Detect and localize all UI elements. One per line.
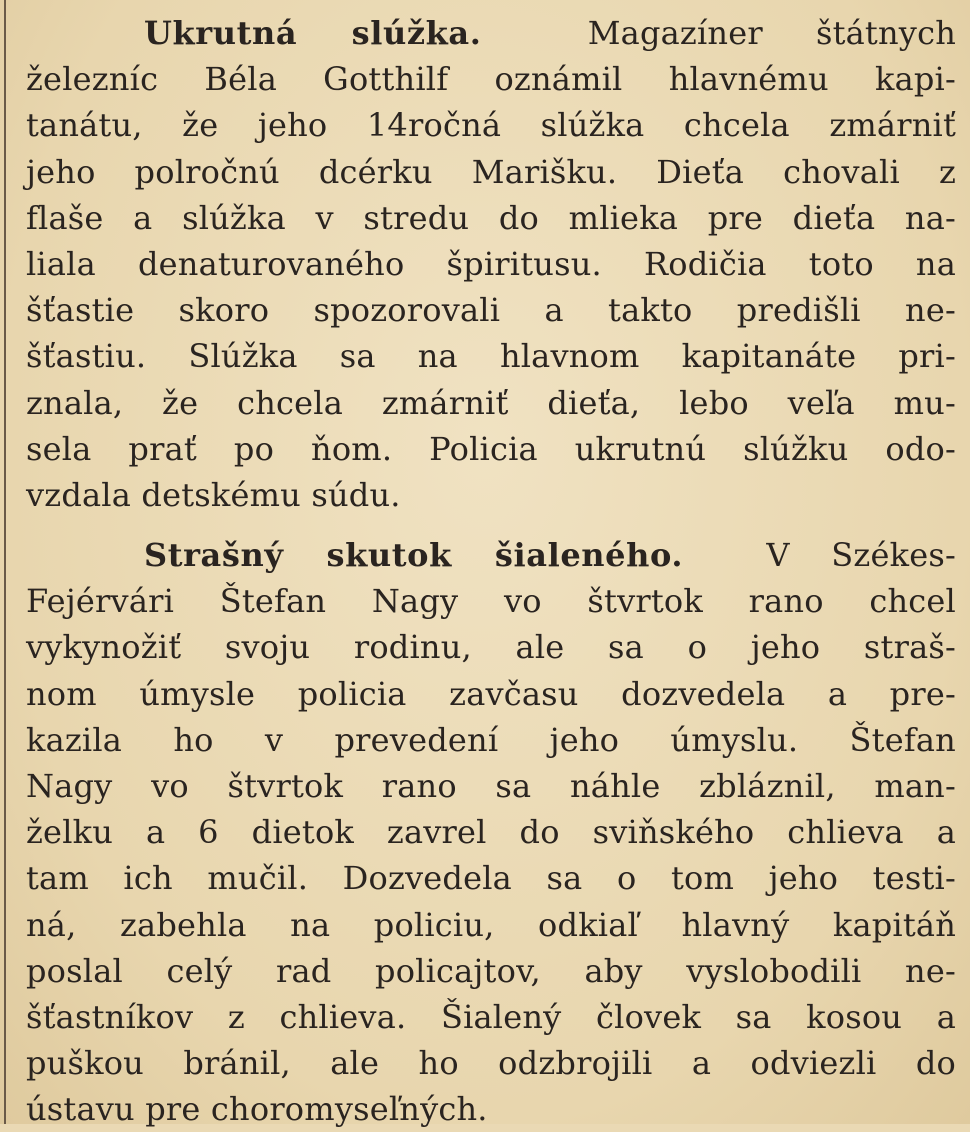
article-line: vzdala detskému súdu. bbox=[26, 475, 401, 514]
article-line: liala denaturovaného špiritusu. Rodičia toto na bbox=[26, 244, 956, 283]
article-line: tam ich mučil. Dozvedela sa o tom jeho testi- bbox=[26, 859, 956, 898]
article-line: tanátu, že jeho 14ročná slúžka chcela zmárniť bbox=[26, 106, 956, 145]
article-line: želku a 6 dietok zavrel do sviňského chlieva a bbox=[26, 813, 956, 852]
article-line: flaše a slúžka v stredu do mlieka pre dieťa na- bbox=[26, 198, 956, 237]
article-line: železníc Béla Gotthilf oznámil hlavnému kapi- bbox=[26, 60, 956, 99]
article-line: nom úmysle policia zavčasu dozvedela a pre- bbox=[26, 674, 956, 713]
article-line: šťastníkov z chlieva. Šialený človek sa kosou a bbox=[26, 997, 956, 1036]
article-first-line bbox=[26, 532, 956, 578]
article-strasny-skutok bbox=[26, 532, 956, 1132]
article-line: šťastie skoro spozorovali a takto predišli ne- bbox=[26, 291, 956, 330]
article-line: ústavu pre choromyseľných. bbox=[26, 1090, 488, 1129]
column-rule bbox=[4, 0, 6, 1124]
article-line: ná, zabehla na policiu, odkiaľ hlavný kapitáň bbox=[26, 905, 956, 944]
article-line: Fejérvári Štefan Nagy vo štvrtok rano chcel bbox=[26, 582, 956, 621]
article-line: sela prať po ňom. Policia ukrutnú slúžku odo- bbox=[26, 429, 956, 468]
article-line: V Székes- bbox=[766, 536, 956, 574]
article-headline: Ukrutná slúžka. bbox=[144, 14, 482, 52]
article-line: poslal celý rad policajtov, aby vyslobodili ne- bbox=[26, 951, 956, 990]
article-line: kazila ho v prevedení jeho úmyslu. Štefan bbox=[26, 720, 956, 759]
article-line: znala, že chcela zmárniť dieťa, lebo veľa mu- bbox=[26, 383, 956, 422]
article-line: vykynožiť svoju rodinu, ale sa o jeho straš- bbox=[26, 628, 956, 667]
article-line: jeho polročnú dcérku Marišku. Dieťa chovali z bbox=[26, 152, 956, 191]
article-ukrutna-sluzka bbox=[26, 10, 956, 518]
article-headline: Strašný skutok šialeného. bbox=[144, 536, 684, 574]
article-line: puškou bránil, ale ho odzbrojili a odviezli do bbox=[26, 1044, 956, 1083]
article-first-line bbox=[26, 10, 956, 56]
article-line: Nagy vo štvrtok rano sa náhle zbláznil, man- bbox=[26, 766, 956, 805]
article-line: Magazíner štátnych bbox=[587, 14, 956, 52]
article-line: šťastiu. Slúžka sa na hlavnom kapitanáte pri- bbox=[26, 337, 956, 376]
